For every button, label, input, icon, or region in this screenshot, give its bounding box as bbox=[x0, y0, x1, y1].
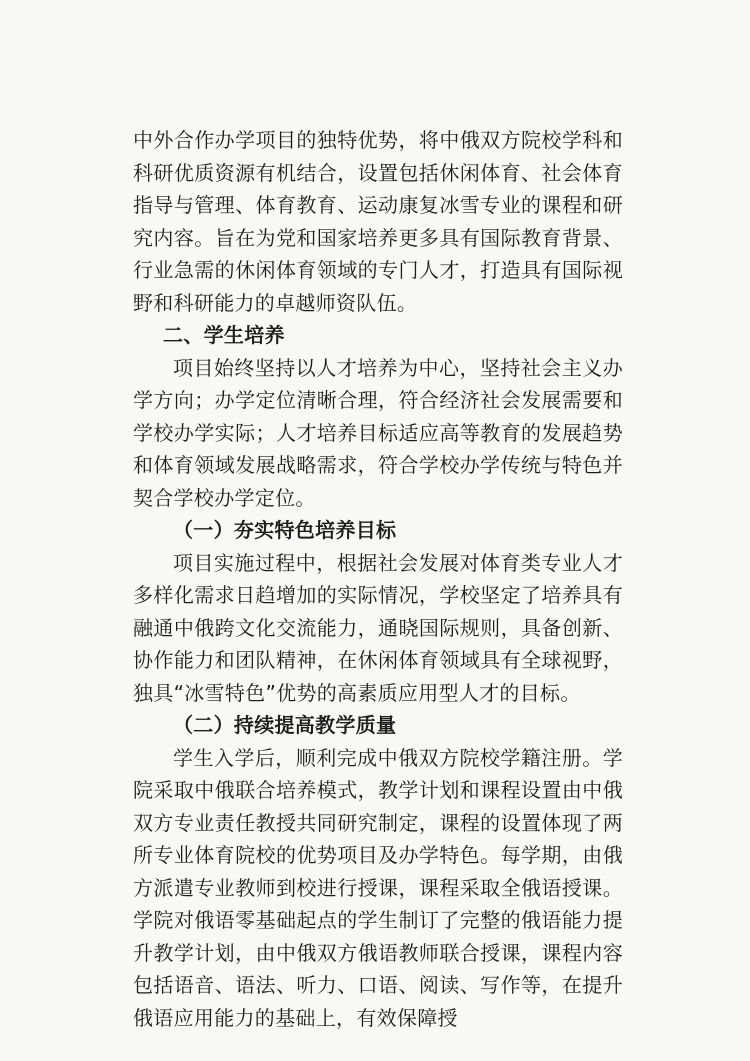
paragraph-continued: 中外合作办学项目的独特优势，将中俄双方院校学科和科研优质资源有机结合，设置包括休闲体育、社会体育指导与管理、体育教育、运动康复冰雪专业的课程和研究内容。旨在为党和国家培养更多具有国际教育背景、行业急需的休闲体育领域的专门人才，打造具有国际视野和科研能力的卓越师资队伍。 bbox=[133, 128, 623, 315]
subheading-training-goals: （一）夯实特色培养目标 bbox=[173, 518, 397, 542]
paragraph-training-goals: 项目实施过程中，根据社会发展对体育类专业人才多样化需求日趋增加的实际情况，学校坚定了培养具有融通中俄跨文化交流能力，通晓国际规则，具备创新、协作能力和团队精神，在休闲体育领域具有全球视野，独具“冰雪特色”优势的高素质应用型人才的目标。 bbox=[133, 550, 623, 705]
document-body bbox=[133, 124, 623, 1034]
subheading-teaching-quality: （二）持续提高教学质量 bbox=[173, 713, 397, 737]
section-heading-student-training: 二、学生培养 bbox=[163, 323, 285, 347]
paragraph-teaching-quality: 学生入学后，顺利完成中俄双方院校学籍注册。学院采取中俄联合培养模式，教学计划和课程设置由中俄双方专业责任教授共同研究制定，课程的设置体现了两所专业体育院校的优势项目及办学特色。每学期，由俄方派遣专业教师到校进行授课，课程采取全俄语授课。学院对俄语零基础起点的学生制订了完整的俄语能力提升教学计划，由中俄双方俄语教师联合授课，课程内容包括语音、语法、听力、口语、阅读、写作等，在提升俄语应用能力的基础上，有效保障授 bbox=[133, 745, 623, 1030]
paragraph-training-principles: 项目始终坚持以人才培养为中心，坚持社会主义办学方向；办学定位清晰合理，符合经济社会发展需要和学校办学实际；人才培养目标适应高等教育的发展趋势和体育领域发展战略需求，符合学校办学传统与特色并契合学校办学定位。 bbox=[133, 355, 623, 510]
